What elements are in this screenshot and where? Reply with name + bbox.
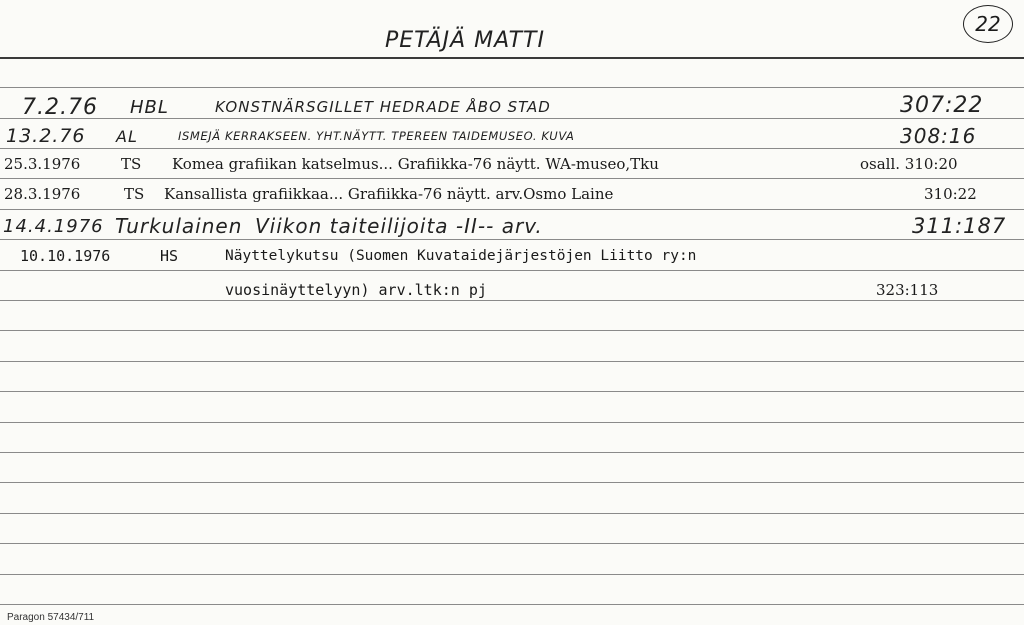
rule [0, 574, 1024, 575]
card-number-badge: 22 [963, 5, 1013, 43]
rule [0, 391, 1024, 392]
rule [0, 148, 1024, 149]
entry-date: 28.3.1976 [4, 185, 81, 203]
card-title: PETÄJÄ MATTI [385, 28, 545, 53]
rule [0, 270, 1024, 271]
entry-text: Kansallista grafiikkaa... Grafiikka-76 näytt. arv.Osmo Laine [164, 185, 614, 203]
entry-date: 25.3.1976 [4, 155, 81, 173]
entry-text: vuosinäyttelyyn) arv.ltk:n pj [225, 281, 487, 299]
entry-paper: Turkulainen [115, 214, 243, 238]
entry-paper: HBL [130, 97, 169, 118]
entry-ref: 307:22 [900, 93, 984, 118]
rule [0, 361, 1024, 362]
rule [0, 452, 1024, 453]
entry-date: 10.10.1976 [20, 247, 111, 265]
entry-date: 14.4.1976 [3, 216, 104, 237]
entry-text: ISMEJÄ KERRAKSEEN. YHT.NÄYTT. TPEREEN TAIDEMUSEO. KUVA [178, 129, 575, 143]
rule [0, 118, 1024, 119]
rule [0, 330, 1024, 331]
header-rule [0, 57, 1024, 59]
entry-ref: 311:187 [912, 214, 1007, 238]
rule [0, 239, 1024, 240]
footer-print: Paragon 57434/711 [7, 612, 95, 623]
entry-ref: 310:22 [924, 185, 977, 203]
rule [0, 87, 1024, 88]
entry-ref: 308:16 [900, 124, 977, 148]
entry-paper: TS [121, 155, 142, 173]
rule [0, 482, 1024, 483]
entry-date: 13.2.76 [6, 125, 86, 147]
rule [0, 422, 1024, 423]
entry-text: Viikon taiteilijoita -II-- arv. [255, 214, 543, 238]
entry-text: Näyttelykutsu (Suomen Kuvataidejärjestöjen Liitto ry:n [225, 248, 697, 264]
entry-ref: 323:113 [876, 281, 939, 299]
rule [0, 300, 1024, 301]
rule [0, 543, 1024, 544]
entry-ref: osall. 310:20 [860, 155, 958, 173]
rule [0, 513, 1024, 514]
rule [0, 209, 1024, 210]
entry-paper: AL [116, 127, 138, 146]
entry-paper: HS [160, 247, 179, 265]
rule [0, 604, 1024, 605]
entry-date: 7.2.76 [22, 95, 98, 120]
entry-text: KONSTNÄRSGILLET HEDRADE ÅBO STAD [215, 98, 551, 116]
entry-paper: TS [124, 185, 145, 203]
entry-text: Komea grafiikan katselmus... Grafiikka-76 näytt. WA-museo,Tku [172, 155, 659, 173]
rule [0, 178, 1024, 179]
